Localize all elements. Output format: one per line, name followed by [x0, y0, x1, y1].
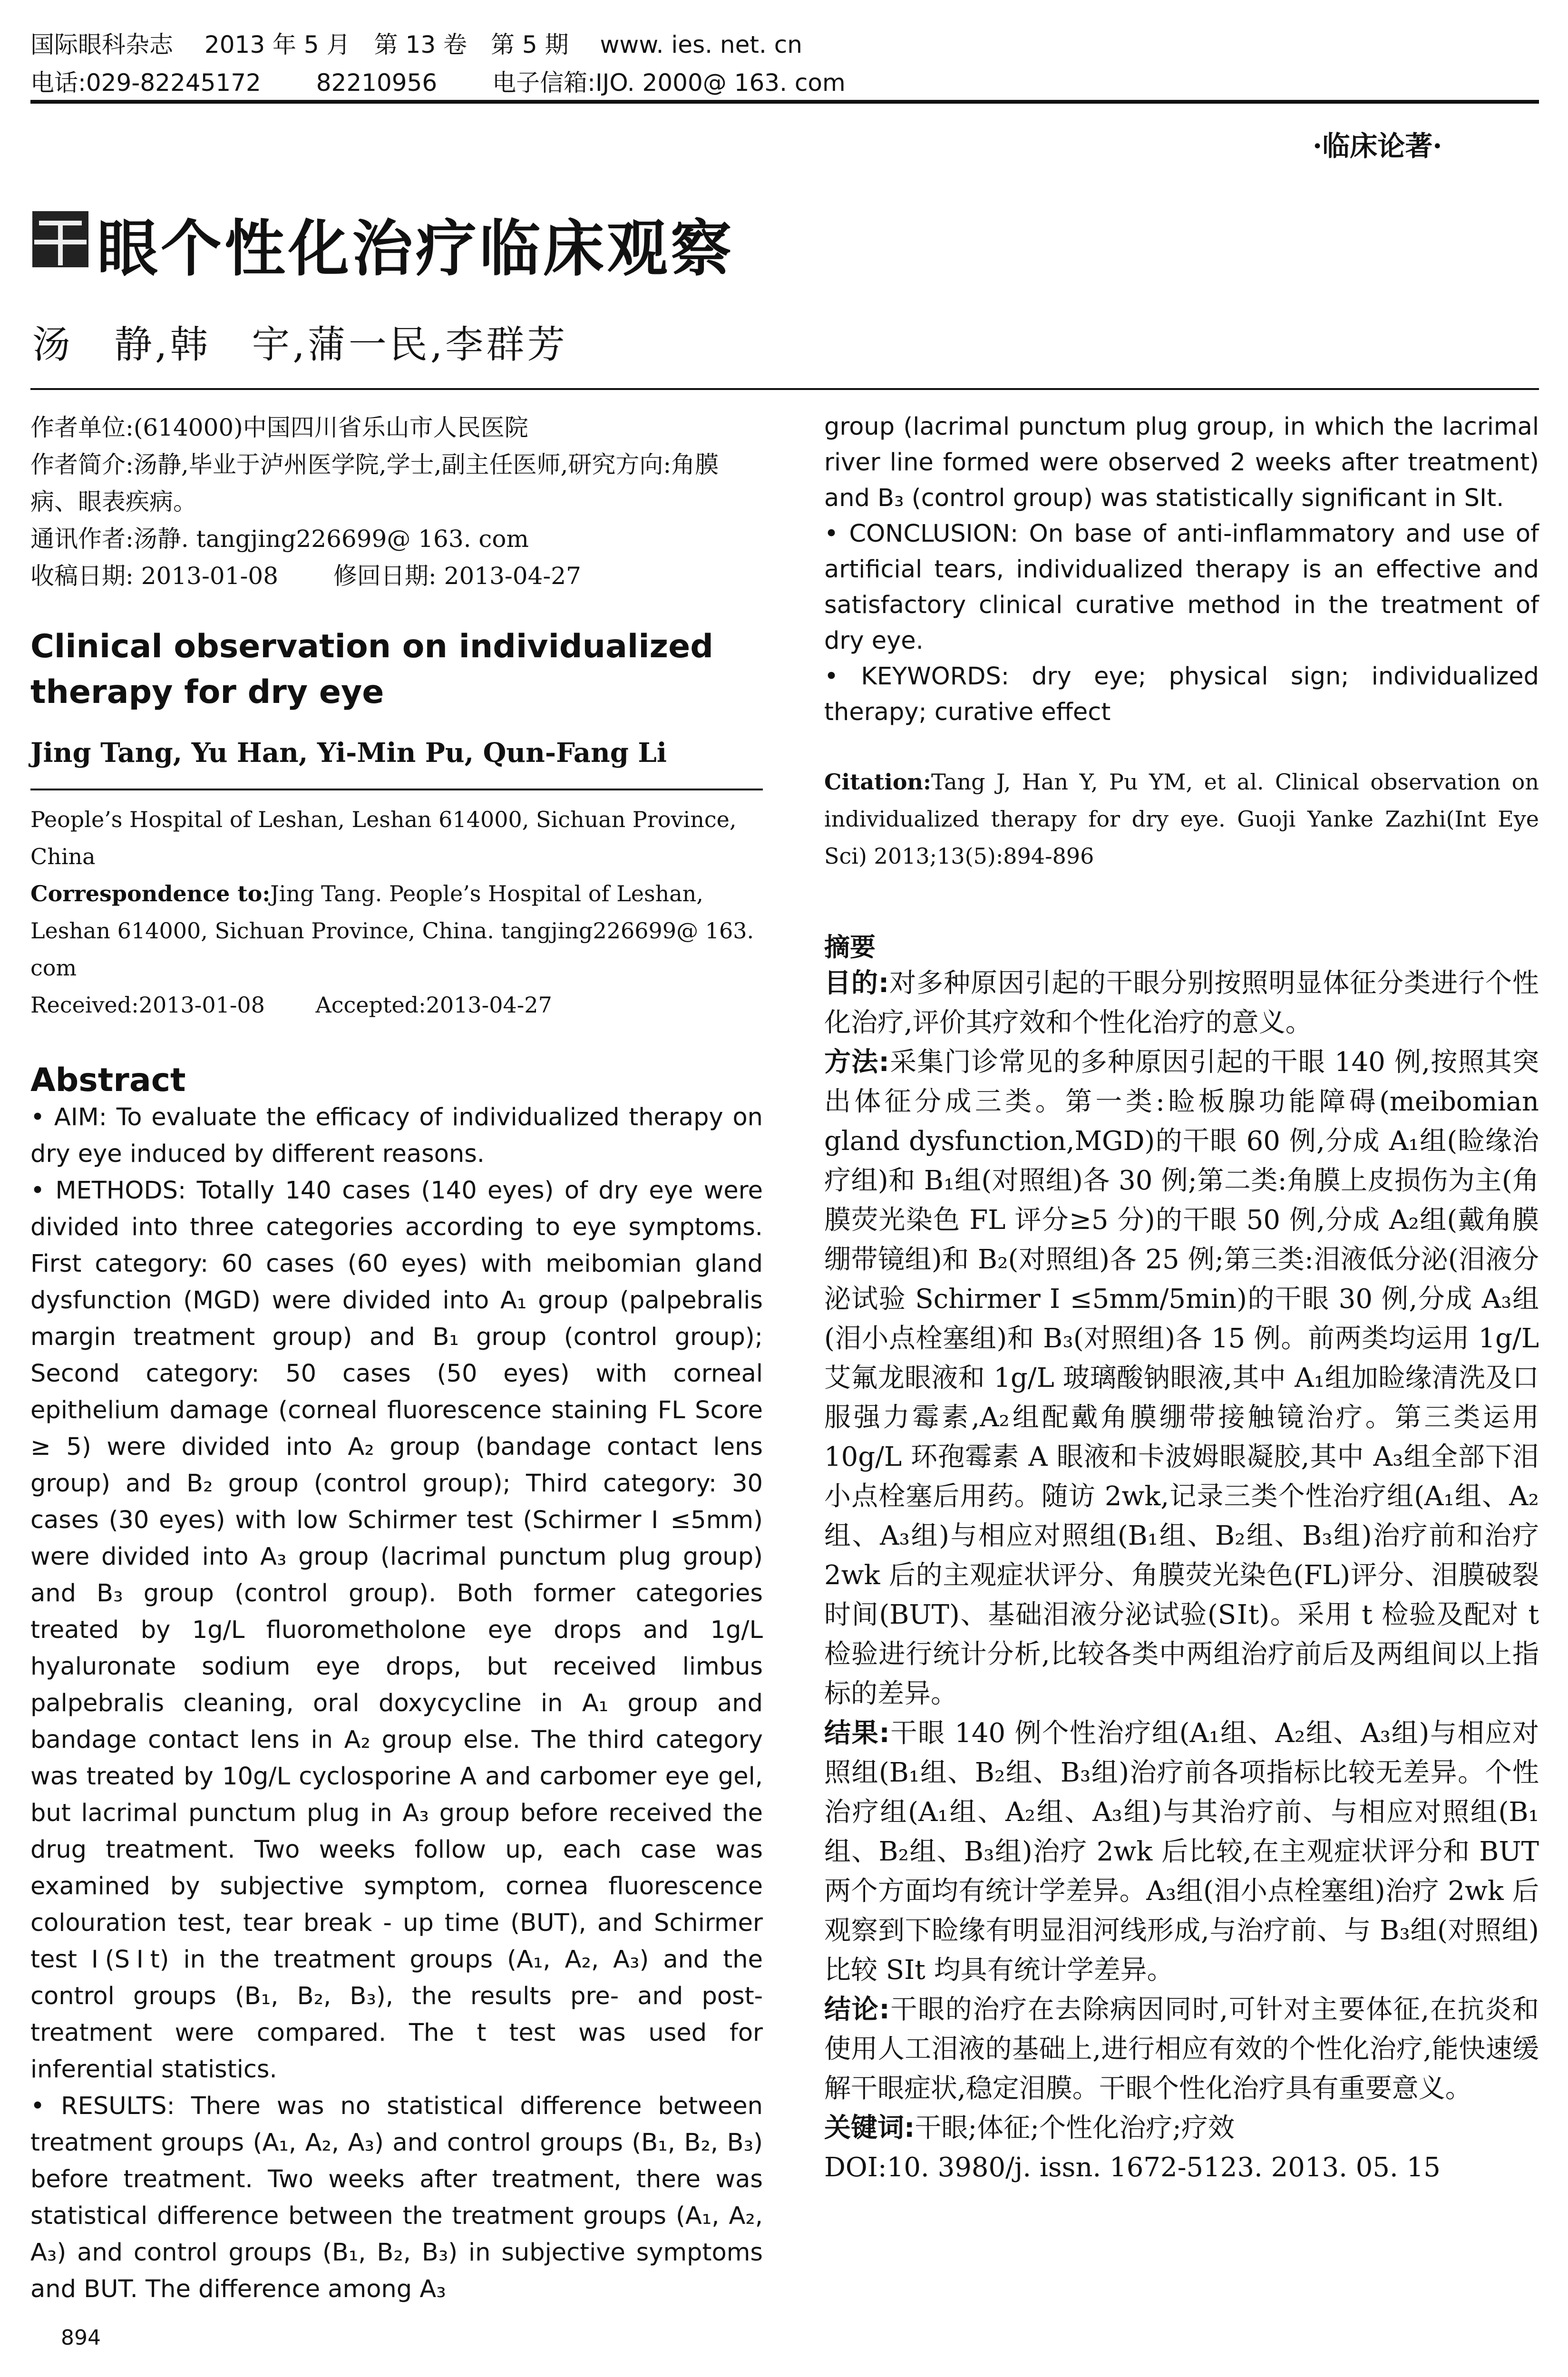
journal-header-line1: 国际眼科杂志 2013 年 5 月 第 13 卷 第 5 期 www. ies. net. cn: [30, 31, 802, 58]
abstract-methods: • METHODS: Totally 140 cases (140 eyes) of dry eye were divided into three categories according to eye symptoms. First category: 60 cases (60 eyes) with meibomian gland dysfunction (MGD) were divided into A₁ group (palpebralis margin treatment group) and B₁ group (control group); Second category: 50 cases (50 eyes) with corneal epithelium damage (corneal fluorescence staining FL Score ≥ 5) were divided into A₂ group (bandage contact lens group) and B₂ group (control group); Third category: 30 cases (30 eyes) with low Schirmer test (Schirmer Ⅰ ≤5mm) were divided into A₃ group (lacrimal punctum plug group) and B₃ group (control group). Both former categories treated by 1g/L fluorometholone eye drops and 1g/L hyaluronate sodium eye drops, but received limbus palpebralis cleaning, oral doxycycline in A₁ group and bandage contact lens in A₂ group else. The third category was treated by 10g/L cyclosporine A and carbomer eye gel, but lacrimal punctum plug in A₃ group before received the drug treatment. Two weeks follow up, each case was examined by subjective symptom, cornea fluorescence colouration test, tear break - up time (BUT), and Schirmer test Ⅰ(SⅠt) in the treatment groups (A₁, A₂, A₃) and the control groups (B₁, B₂, B₃), the results pre- and post-treatment were compared. The t test was used for inferential statistics.: [30, 1177, 763, 2084]
abstract-body: [30, 1099, 763, 2308]
title-rule: [30, 388, 1539, 390]
zh-aim: [824, 964, 1539, 1042]
abstract-continued: [824, 409, 1539, 730]
section-label: ·临床论著·: [1313, 130, 1442, 162]
english-correspondence: [30, 875, 763, 986]
citation-text: Tang J, Han Y, Pu YM, et al. Clinical observation on individualized therapy for dry eye. Guoji Yanke Zazhi(Int Eye Sci) 2013;13(5):894-896: [824, 769, 1539, 869]
correspondence-label: Correspondence to:: [30, 881, 271, 906]
abstract-conclusion: • CONCLUSION: On base of anti-inflammatory and use of artificial tears, individualized therapy is an effective and satisfactory clinical curative method in the treatment of dry eye.: [824, 520, 1539, 655]
abstract-results-continued: group (lacrimal punctum plug group, in which the lacrimal river line formed were observed 2 weeks after treatment) and B₃ (control group) was statistically significant in SⅠt.: [824, 413, 1539, 512]
zh-keywords: [824, 2108, 1539, 2148]
english-affiliation: People’s Hospital of Leshan, Leshan 614000, Sichuan Province, China: [30, 807, 737, 869]
english-title: Clinical observation on individualized therapy for dry eye: [30, 628, 713, 711]
chinese-abstract-heading: 摘要: [824, 932, 876, 962]
author-unit: 作者单位:(614000)中国四川省乐山市人民医院: [30, 414, 528, 441]
zh-methods-label: 方法:: [824, 1047, 889, 1078]
zh-results-label: 结果:: [824, 1718, 890, 1749]
abstract-results: • RESULTS: There was no statistical difference between treatment groups (A₁, A₂, A₃) and control groups (B₁, B₂, B₃) before treatment. Two weeks after treatment, there was statistical difference between the treatment groups (A₁, A₂, A₃) and control groups (B₁, B₂, B₃) in subjective symptoms and BUT. The difference among A₃: [30, 2092, 763, 2303]
zh-aim-label: 目的:: [824, 968, 889, 999]
authors-chinese: 汤 静,韩 宇,蒲一民,李群芳: [32, 322, 568, 367]
left-column: [30, 409, 763, 2308]
zh-methods-text: 采集门诊常见的多种原因引起的干眼 140 例,按照其突出体征分成三类。第一类:睑板腺功能障碍(meibomian gland dysfunction,MGD)的干眼 60 例,分成 A₁组(睑缘治疗组)和 B₁组(对照组)各 30 例;第二类:角膜上皮损伤为主(角膜荧光染色 FL 评分≥5 分)的干眼 50 例,分成 A₂组(戴角膜绷带镜组)和 B₂(对照组)各 25 例;第三类:泪液低分泌(泪液分泌试验 Schirmer Ⅰ ≤5mm/5min)的干眼 30 例,分成 A₃组(泪小点栓塞组)和 B₃(对照组)各 15 例。前两类均运用 1g/L 艾氟龙眼液和 1g/L 玻璃酸钠眼液,其中 A₁组加睑缘清洗及口服强力霉素,A₂组配戴角膜绷带接触镜治疗。第三类运用 10g/L 环孢霉素 A 眼液和卡波姆眼凝胶,其中 A₃组全部下泪小点栓塞后用药。随访 2wk,记录三类个性治疗组(A₁组、A₂组、A₃组)与相应对照组(B₁组、B₂组、B₃组)治疗前和治疗 2wk 后的主观症状评分、角膜荧光染色(FL)评分、泪膜破裂时间(BUT)、基础泪液分泌试验(SⅠt)。采用 t 检验及配对 t 检验进行统计分析,比较各类中两组治疗前后及两组间以上指标的差异。: [824, 1047, 1539, 1709]
zh-aim-text: 对多种原因引起的干眼分别按照明显体征分类进行个性化治疗,评价其疗效和个性化治疗的意义。: [824, 968, 1539, 1038]
title-glyph-logo: [32, 211, 88, 267]
right-column: [824, 409, 1539, 2187]
abstract-heading: Abstract: [30, 1062, 186, 1099]
corresponding-author: 通讯作者:汤静. tangjing226699@ 163. com: [30, 525, 529, 553]
chinese-abstract-body: [824, 964, 1539, 2187]
english-dates: Received:2013-01-08 Accepted:2013-04-27: [30, 992, 552, 1018]
zh-conclusion-label: 结论:: [824, 1994, 890, 2025]
page-title: 眼个性化治疗临床观察: [97, 214, 735, 284]
english-authors: Jing Tang, Yu Han, Yi-Min Pu, Qun-Fang Li: [30, 737, 667, 769]
zh-results: [824, 1714, 1539, 1990]
zh-methods: [824, 1042, 1539, 1714]
zh-conclusion: [824, 1990, 1539, 2108]
received-dates-cn: 收稿日期: 2013-01-08 修回日期: 2013-04-27: [30, 562, 581, 590]
zh-conclusion-text: 干眼的治疗在去除病因同时,可针对主要体征,在抗炎和使用人工泪液的基础上,进行相应有效的个性化治疗,能快速缓解干眼症状,稳定泪膜。干眼个性化治疗具有重要意义。: [824, 1994, 1539, 2104]
zh-results-text: 干眼 140 例个性治疗组(A₁组、A₂组、A₃组)与相应对照组(B₁组、B₂组、B₃组)治疗前各项指标比较无差异。个性治疗组(A₁组、A₂组、A₃组)与其治疗前、与相应对照组(B₁组、B₂组、B₃组)治疗 2wk 后比较,在主观症状评分和 BUT 两个方面均有统计学差异。A₃组(泪小点栓塞组)治疗 2wk 后观察到下睑缘有明显泪河线形成,与治疗前、与 B₃组(对照组)比较 SⅠt 均具有统计学差异。: [824, 1718, 1539, 1986]
zh-keywords-label: 关键词:: [824, 2113, 915, 2143]
english-authors-rule: [30, 789, 763, 790]
citation: [824, 763, 1539, 875]
zh-keywords-text: 干眼;体征;个性化治疗;疗效: [915, 2113, 1235, 2143]
abstract-keywords: • KEYWORDS: dry eye; physical sign; individualized therapy; curative effect: [824, 662, 1539, 726]
page-number: 894: [61, 2326, 101, 2350]
author-bio: 作者简介:汤静,毕业于泸州医学院,学士,副主任医师,研究方向:角膜病、眼表疾病。: [30, 451, 719, 516]
zh-doi: DOI:10. 3980/j. issn. 1672-5123. 2013. 05. 15: [824, 2152, 1441, 2183]
citation-label: Citation:: [824, 769, 931, 795]
abstract-aim: • AIM: To evaluate the efficacy of individualized therapy on dry eye induced by different reasons.: [30, 1103, 763, 1168]
header-rule: [30, 100, 1539, 104]
journal-header-line2: 电话:029-82245172 82210956 电子信箱:IJO. 2000@ 163. com: [30, 69, 846, 97]
correspondence-text: Jing Tang. People’s Hospital of Leshan, Leshan 614000, Sichuan Province, China. tangjing226699@ 163. com: [30, 881, 754, 981]
